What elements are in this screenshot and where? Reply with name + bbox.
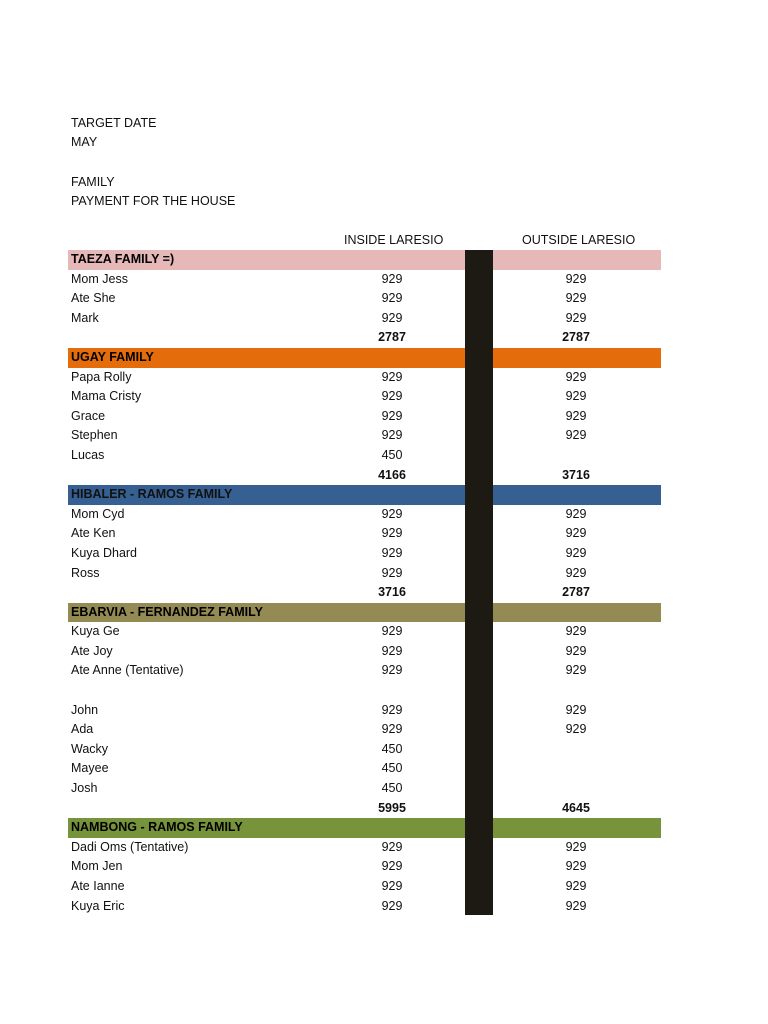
inside-amount: 929 bbox=[381, 898, 403, 913]
column-divider bbox=[465, 250, 493, 915]
member-name: Mom Jen bbox=[71, 859, 123, 874]
inside-amount: 929 bbox=[381, 663, 403, 678]
inside-amount: 929 bbox=[381, 643, 403, 658]
table-row bbox=[68, 642, 661, 662]
inside-amount: 929 bbox=[381, 624, 403, 639]
table-row bbox=[68, 368, 661, 388]
member-name: Ada bbox=[71, 722, 94, 737]
outside-amount: 929 bbox=[565, 428, 587, 443]
table-row bbox=[68, 759, 661, 779]
inside-total: 4166 bbox=[378, 467, 406, 482]
total-row bbox=[68, 799, 661, 819]
table-row bbox=[68, 740, 661, 760]
inside-amount: 929 bbox=[381, 389, 403, 404]
member-name: Ross bbox=[71, 565, 100, 580]
table-row bbox=[68, 407, 661, 427]
inside-total: 5995 bbox=[378, 800, 406, 815]
outside-amount: 929 bbox=[565, 545, 587, 560]
table-row bbox=[68, 544, 661, 564]
family-name: NAMBONG - RAMOS FAMILY bbox=[71, 820, 243, 835]
member-name: Mark bbox=[71, 310, 99, 325]
outside-amount: 929 bbox=[565, 506, 587, 521]
payment-label: PAYMENT FOR THE HOUSE bbox=[71, 194, 236, 208]
inside-amount: 929 bbox=[381, 310, 403, 325]
table-row bbox=[68, 387, 661, 407]
member-name: Wacky bbox=[71, 741, 109, 756]
table-row bbox=[68, 779, 661, 799]
inside-amount: 929 bbox=[381, 271, 403, 286]
member-name: Kuya Eric bbox=[71, 898, 125, 913]
inside-amount: 929 bbox=[381, 526, 403, 541]
inside-amount: 929 bbox=[381, 722, 403, 737]
member-name: Ate Ken bbox=[71, 526, 116, 541]
member-name: Grace bbox=[71, 408, 106, 423]
table-row bbox=[68, 838, 661, 858]
outside-total: 4645 bbox=[562, 800, 590, 815]
target-date-label: TARGET DATE bbox=[71, 116, 157, 130]
outside-amount: 929 bbox=[565, 271, 587, 286]
member-name: Kuya Ge bbox=[71, 624, 120, 639]
outside-amount: 929 bbox=[565, 702, 587, 717]
total-row bbox=[68, 328, 661, 348]
member-name: Mayee bbox=[71, 761, 109, 776]
family-header bbox=[68, 603, 661, 623]
outside-amount: 929 bbox=[565, 310, 587, 325]
outside-amount: 929 bbox=[565, 663, 587, 678]
family-header bbox=[68, 250, 661, 270]
member-name: Papa Rolly bbox=[71, 369, 132, 384]
total-row bbox=[68, 583, 661, 603]
family-header bbox=[68, 348, 661, 368]
outside-amount: 929 bbox=[565, 643, 587, 658]
outside-amount: 929 bbox=[565, 624, 587, 639]
member-name: John bbox=[71, 702, 99, 717]
family-name: EBARVIA - FERNANDEZ FAMILY bbox=[71, 604, 263, 619]
outside-amount: 929 bbox=[565, 565, 587, 580]
inside-amount: 929 bbox=[381, 859, 403, 874]
table-row bbox=[68, 524, 661, 544]
table-row bbox=[68, 309, 661, 329]
table-row bbox=[68, 446, 661, 466]
member-name: Mom Cyd bbox=[71, 506, 125, 521]
member-name: Ate Ianne bbox=[71, 879, 125, 893]
outside-total: 2787 bbox=[562, 330, 590, 345]
column-header-inside: INSIDE LARESIO bbox=[344, 233, 444, 247]
outside-amount: 929 bbox=[565, 879, 587, 893]
inside-amount: 929 bbox=[381, 428, 403, 443]
member-name: Stephen bbox=[71, 428, 118, 443]
total-row bbox=[68, 466, 661, 486]
member-name: Mom Jess bbox=[71, 271, 128, 286]
outside-amount: 929 bbox=[565, 369, 587, 384]
inside-amount: 929 bbox=[381, 369, 403, 384]
inside-amount: 929 bbox=[381, 879, 403, 893]
inside-total: 3716 bbox=[378, 585, 406, 600]
outside-amount: 929 bbox=[565, 389, 587, 404]
member-name: Ate Joy bbox=[71, 643, 113, 658]
member-name: Ate Anne (Tentative) bbox=[71, 663, 184, 678]
member-name: Lucas bbox=[71, 447, 105, 462]
table-row bbox=[68, 270, 661, 290]
inside-amount: 929 bbox=[381, 506, 403, 521]
table-row bbox=[68, 857, 661, 877]
member-name: Josh bbox=[71, 781, 98, 796]
payment-table bbox=[68, 250, 661, 916]
family-header bbox=[68, 485, 661, 505]
inside-amount: 929 bbox=[381, 291, 403, 306]
table-row bbox=[68, 289, 661, 309]
table-row bbox=[68, 701, 661, 721]
outside-amount: 929 bbox=[565, 839, 587, 854]
family-name: HIBALER - RAMOS FAMILY bbox=[71, 487, 233, 502]
table-row bbox=[68, 661, 661, 681]
table-row bbox=[68, 622, 661, 642]
inside-amount: 929 bbox=[381, 565, 403, 580]
table-row bbox=[68, 426, 661, 446]
outside-amount: 929 bbox=[565, 291, 587, 306]
family-header bbox=[68, 818, 661, 838]
outside-amount: 929 bbox=[565, 408, 587, 423]
table-row bbox=[68, 505, 661, 525]
month-label: MAY bbox=[71, 135, 98, 149]
table-row bbox=[68, 681, 661, 701]
inside-amount: 929 bbox=[381, 408, 403, 423]
inside-total: 2787 bbox=[378, 330, 406, 345]
inside-amount: 450 bbox=[381, 781, 403, 796]
member-name: Dadi Oms (Tentative) bbox=[71, 839, 189, 854]
member-name: Ate She bbox=[71, 291, 116, 306]
table-row bbox=[68, 564, 661, 584]
inside-amount: 929 bbox=[381, 839, 403, 854]
table-row bbox=[68, 877, 661, 897]
family-label: FAMILY bbox=[71, 175, 115, 189]
outside-amount: 929 bbox=[565, 722, 587, 737]
outside-amount: 929 bbox=[565, 526, 587, 541]
outside-total: 3716 bbox=[562, 467, 590, 482]
member-name: Mama Cristy bbox=[71, 389, 142, 404]
outside-total: 2787 bbox=[562, 585, 590, 600]
table-row bbox=[68, 897, 661, 917]
inside-amount: 929 bbox=[381, 545, 403, 560]
family-name: TAEZA FAMILY =) bbox=[71, 252, 175, 266]
inside-amount: 929 bbox=[381, 702, 403, 717]
inside-amount: 450 bbox=[381, 761, 403, 776]
family-name: UGAY FAMILY bbox=[71, 349, 154, 364]
column-header-outside: OUTSIDE LARESIO bbox=[522, 233, 636, 247]
member-name: Kuya Dhard bbox=[71, 545, 138, 560]
inside-amount: 450 bbox=[381, 741, 403, 756]
outside-amount: 929 bbox=[565, 859, 587, 874]
table-row bbox=[68, 720, 661, 740]
inside-amount: 450 bbox=[381, 447, 403, 462]
outside-amount: 929 bbox=[565, 898, 587, 913]
